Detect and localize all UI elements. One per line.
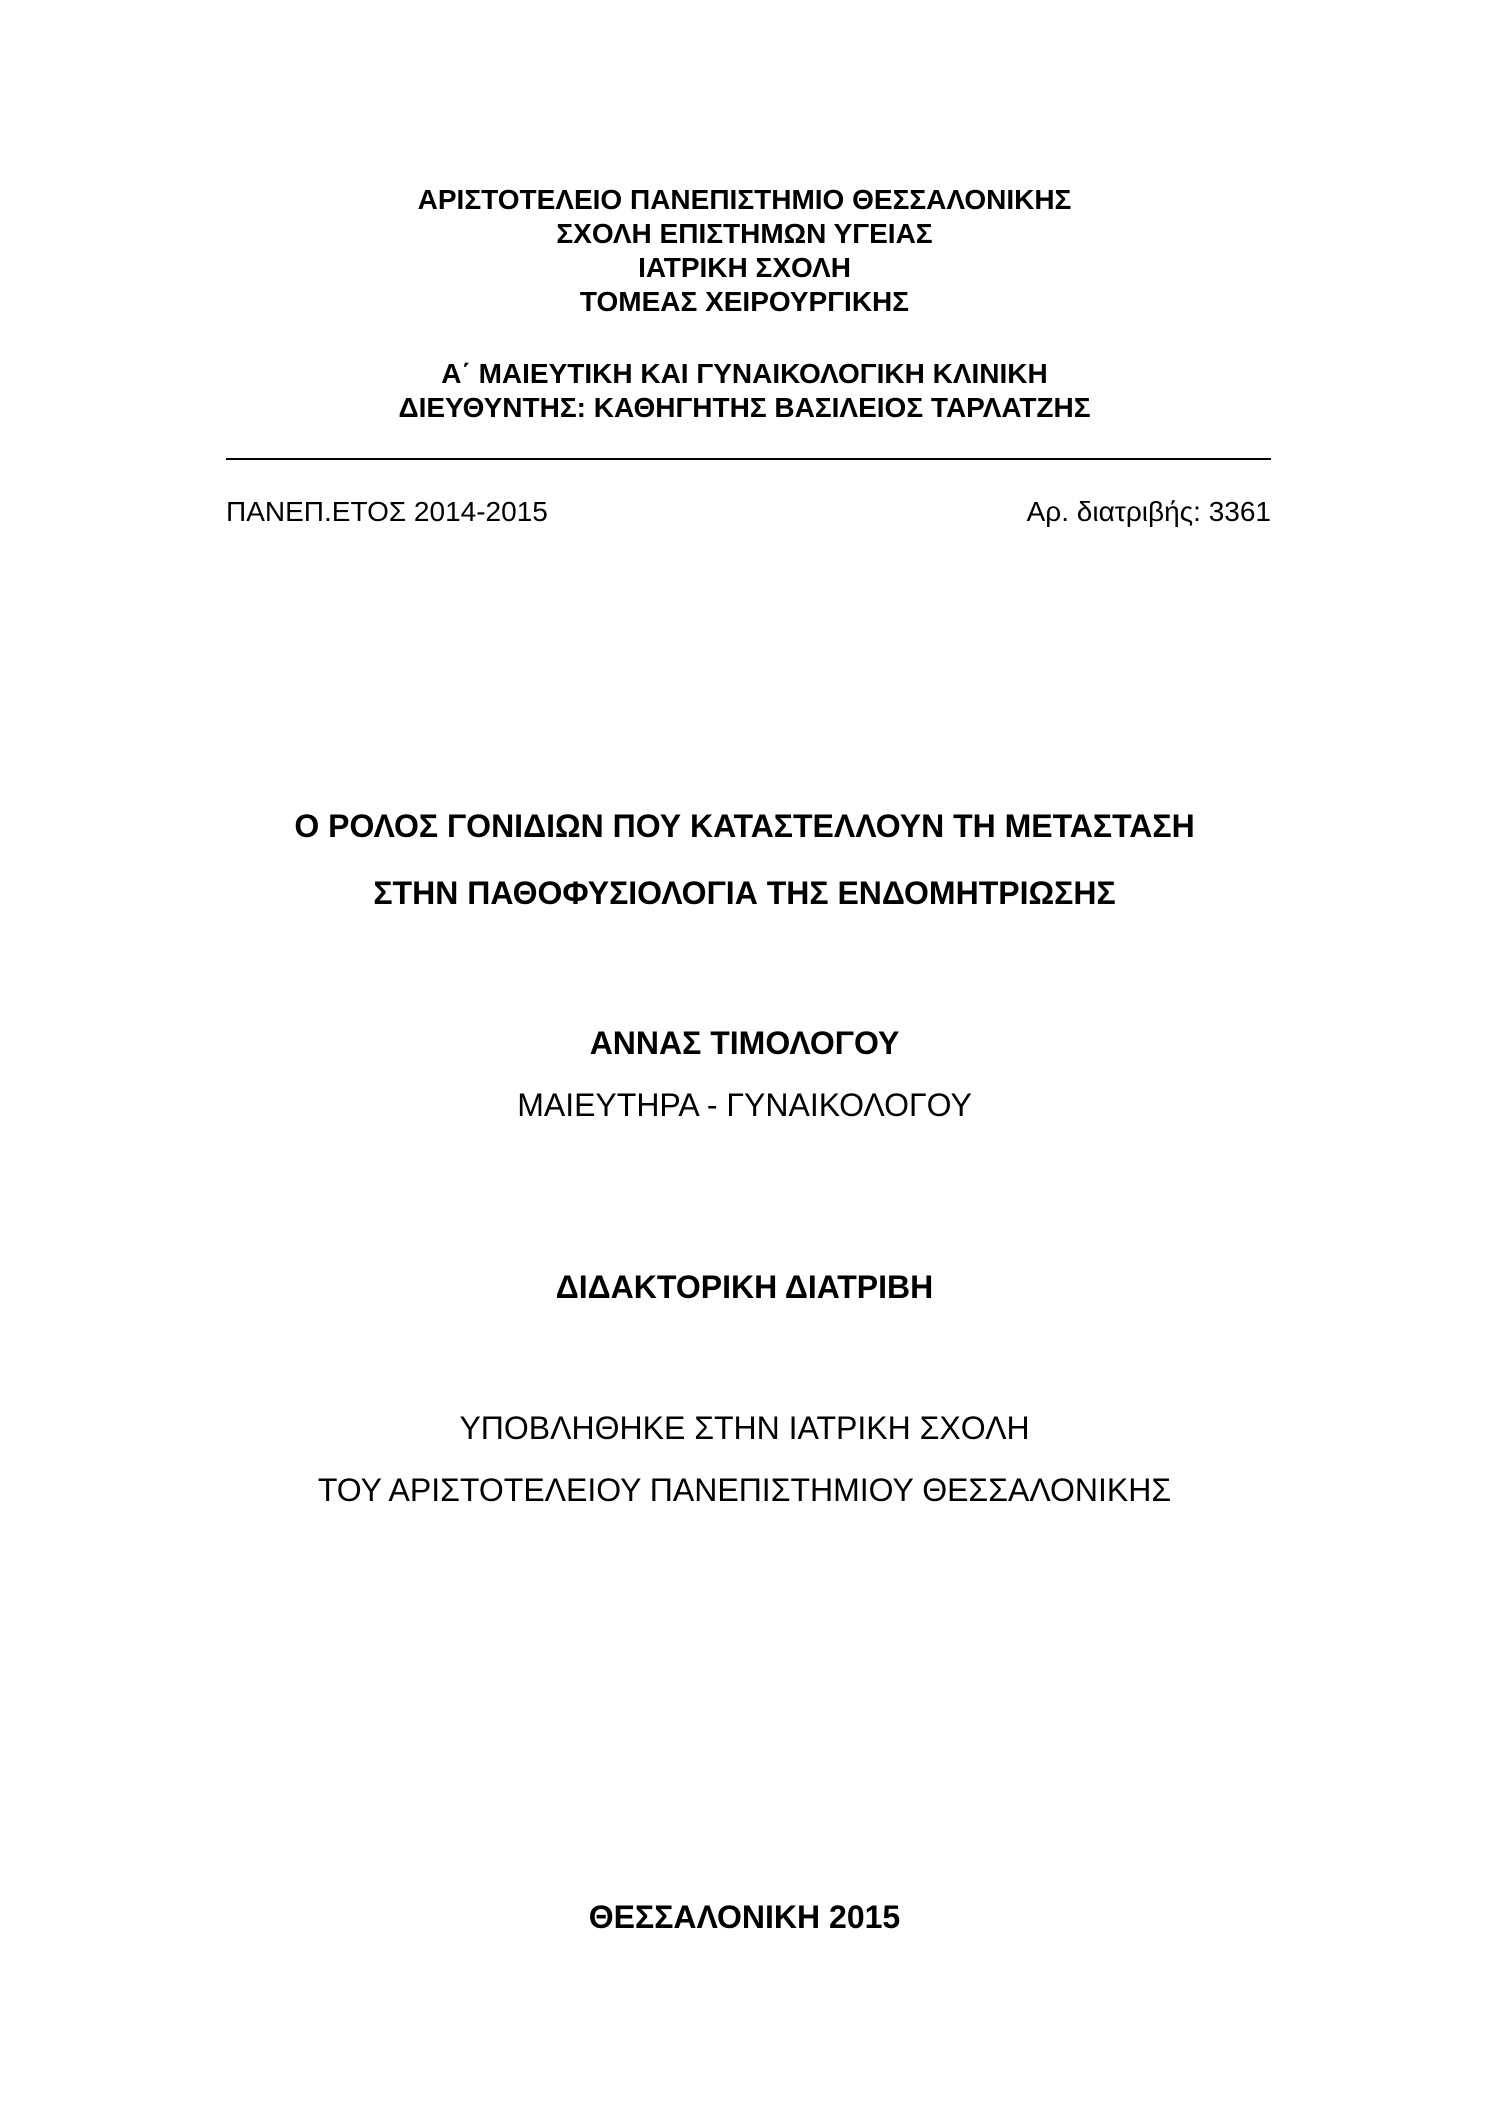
clinic-name: Α΄ ΜΑΙΕΥΤΙΚΗ ΚΑΙ ΓΥΝΑΙΚΟΛΟΓΙΚΗ ΚΛΙΝΙΚΗ (441, 358, 1048, 389)
school-name: ΣΧΟΛΗ ΕΠΙΣΤΗΜΩΝ ΥΓΕΙΑΣ (556, 218, 933, 249)
author-block (0, 1023, 1489, 1125)
thesis-number: Αρ. διατριβής: 3361 (1026, 496, 1271, 527)
author-name: ΑΝΝΑΣ ΤΙΜΟΛΟΓΟΥ (589, 1025, 900, 1061)
clinic-header (0, 357, 1489, 425)
document-type-block (0, 1267, 1489, 1307)
place-and-year: ΘΕΣΣΑΛΟΝΙΚΗ 2015 (588, 1899, 901, 1935)
thesis-title-line-1: Ο ΡΟΛΟΣ ΓΟΝΙΔΙΩΝ ΠΟΥ ΚΑΤΑΣΤΕΛΛΟΥΝ ΤΗ ΜΕΤΑΣΤΑΣΗ (294, 808, 1195, 844)
thesis-title-line-2: ΣΤΗΝ ΠΑΘΟΦΥΣΙΟΛΟΓΙΑ ΤΗΣ ΕΝΔΟΜΗΤΡΙΩΣΗΣ (373, 875, 1116, 911)
submission-line-1: ΥΠΟΒΛΗΘΗΚΕ ΣΤΗΝ ΙΑΤΡΙΚΗ ΣΧΟΛΗ (459, 1410, 1030, 1446)
thesis-title (0, 806, 1489, 913)
submission-line-2: ΤΟΥ ΑΡΙΣΤΟΤΕΛΕΙΟΥ ΠΑΝΕΠΙΣΤΗΜΙΟΥ ΘΕΣΣΑΛΟΝΙΚΗΣ (317, 1472, 1172, 1508)
clinic-director: ΔΙΕΥΘΥΝΤΗΣ: ΚΑΘΗΓΗΤΗΣ ΒΑΣΙΛΕΙΟΣ ΤΑΡΛΑΤΖΗΣ (398, 392, 1091, 423)
department-name: ΤΟΜΕΑΣ ΧΕΙΡΟΥΡΓΙΚΗΣ (579, 286, 910, 317)
institution-header (0, 183, 1489, 319)
document-type: ΔΙΔΑΚΤΟΡΙΚΗ ΔΙΑΤΡΙΒΗ (555, 1269, 934, 1305)
academic-year: ΠΑΝΕΠ.ΕΤΟΣ 2014-2015 (226, 496, 548, 527)
footer-block (0, 1897, 1489, 1937)
submission-block (0, 1408, 1489, 1510)
university-name: ΑΡΙΣΤΟΤΕΛΕΙΟ ΠΑΝΕΠΙΣΤΗΜΙΟ ΘΕΣΣΑΛΟΝΙΚΗΣ (417, 184, 1072, 215)
faculty-name: ΙΑΤΡΙΚΗ ΣΧΟΛΗ (638, 252, 851, 283)
author-role: ΜΑΙΕΥΤΗΡΑ - ΓΥΝΑΙΚΟΛΟΓΟΥ (517, 1087, 972, 1123)
header-divider (226, 458, 1271, 460)
